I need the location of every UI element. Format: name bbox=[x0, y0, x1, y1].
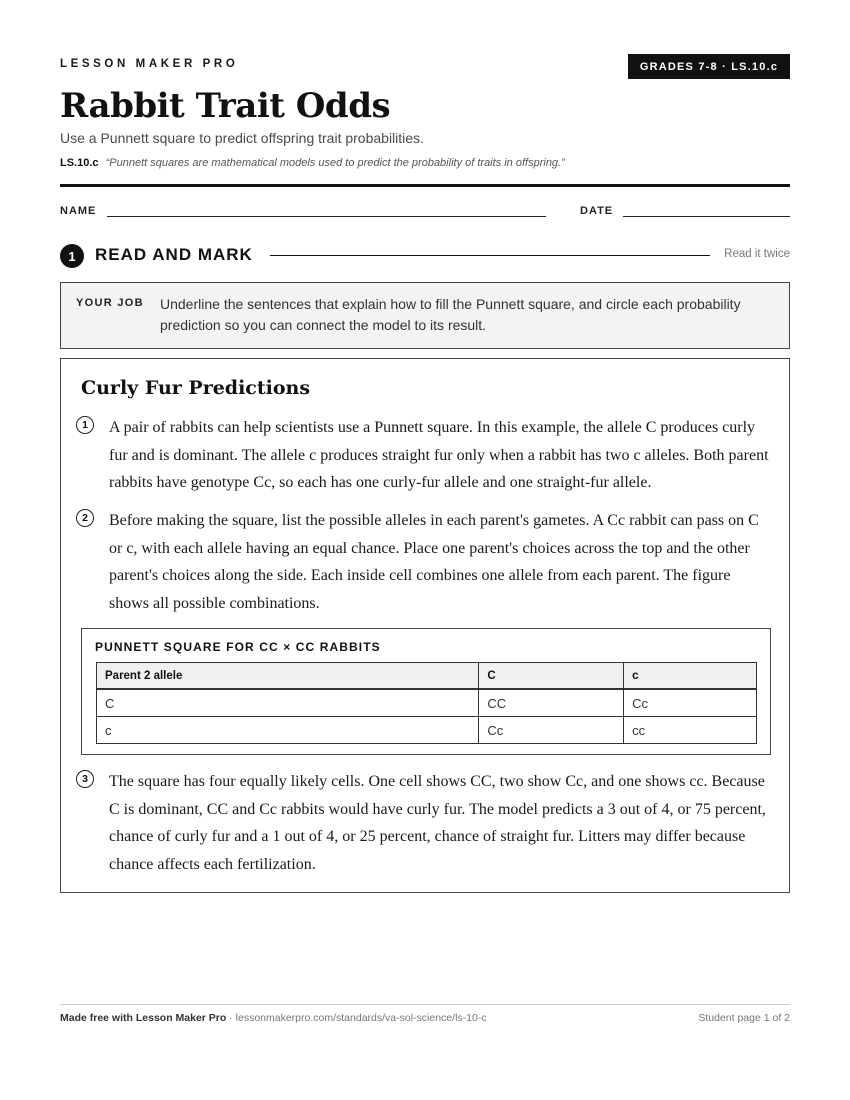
footer-page-number: Student page 1 of 2 bbox=[698, 1012, 790, 1024]
standard-line bbox=[60, 157, 565, 169]
paragraph-text[interactable]: Before making the square, list the possible alleles in each parent's gametes. A Cc rabbit can pass on C or c, with each allele having an equal chance. Place one parent's choices across the top and the other parent's choices along the side. Each inside cell combines one allele from each parent. The figure shows all possible combinations. bbox=[109, 512, 759, 612]
table-header-row bbox=[97, 663, 757, 690]
your-job-label: YOUR JOB bbox=[76, 297, 144, 309]
paragraph-number: 2 bbox=[76, 509, 94, 527]
your-job-text: Underline the sentences that explain how to fill the Punnett square, and circle each probability prediction so you can connect the model to its result. bbox=[160, 296, 741, 333]
table-cell: cc bbox=[624, 717, 757, 744]
paragraph-number: 3 bbox=[76, 770, 94, 788]
worksheet-subtitle: Use a Punnett square to predict offspring trait probabilities. bbox=[60, 130, 424, 146]
footer-made-with: Made free with Lesson Maker Pro bbox=[60, 1012, 227, 1024]
worksheet-title: Rabbit Trait Odds bbox=[60, 86, 391, 126]
table-cell: CC bbox=[479, 689, 624, 717]
reading-passage bbox=[60, 358, 790, 893]
grade-badge: GRADES 7-8 · LS.10.c bbox=[628, 54, 790, 79]
table-row bbox=[97, 717, 757, 744]
step-number-badge: 1 bbox=[60, 244, 84, 268]
footer-credit bbox=[60, 1012, 487, 1024]
table-cell: Cc bbox=[479, 717, 624, 744]
your-job-box bbox=[60, 282, 790, 349]
brand-name: LESSON MAKER PRO bbox=[60, 58, 239, 70]
punnett-square-figure bbox=[81, 628, 771, 755]
paragraph-text[interactable]: The square has four equally likely cells. One cell shows CC, two show Cc, and one shows cc. Because C is dominant, CC and Cc rabbits would have curly fur. The model predicts a 3 out of 4, or 75 percent, chance of curly fur and a 1 out of 4, or 25 percent, chance of straight fur. Litters may differ because chance affects each fertilization. bbox=[109, 773, 766, 873]
section-header-read-and-mark bbox=[60, 243, 790, 269]
section-divider bbox=[270, 255, 710, 256]
table-cell: C bbox=[97, 689, 479, 717]
table-header-cell: Parent 2 allele bbox=[97, 663, 479, 690]
table-cell: c bbox=[97, 717, 479, 744]
paragraph-text[interactable]: A pair of rabbits can help scientists use a Punnett square. In this example, the allele C produces curly fur and is dominant. The allele c produces straight fur only when a rabbit has two c alleles. Both parent rabbits have genotype Cc, so each has one curly-fur allele and one straight-fur allele. bbox=[109, 419, 769, 491]
punnett-square-table bbox=[96, 662, 757, 744]
table-row bbox=[97, 689, 757, 717]
header-divider bbox=[60, 184, 790, 187]
date-label: DATE bbox=[580, 205, 614, 217]
name-label: NAME bbox=[60, 205, 97, 217]
standard-quote: “Punnett squares are mathematical models used to predict the probability of traits in offspring.” bbox=[105, 157, 565, 169]
table-header-cell: c bbox=[624, 663, 757, 690]
passage-title: Curly Fur Predictions bbox=[81, 377, 311, 399]
paragraph-number: 1 bbox=[76, 416, 94, 434]
standard-code: LS.10.c bbox=[60, 157, 99, 169]
table-cell: Cc bbox=[624, 689, 757, 717]
figure-title: PUNNETT SQUARE FOR CC × CC RABBITS bbox=[95, 640, 381, 654]
name-field[interactable] bbox=[107, 216, 546, 217]
date-field[interactable] bbox=[623, 216, 790, 217]
table-header-cell: C bbox=[479, 663, 624, 690]
footer-url[interactable]: · lessonmakerpro.com/standards/va-sol-science/ls-10-c bbox=[226, 1012, 487, 1024]
section-note: Read it twice bbox=[724, 248, 790, 260]
footer-divider bbox=[60, 1004, 790, 1005]
section-title: READ AND MARK bbox=[95, 245, 253, 264]
